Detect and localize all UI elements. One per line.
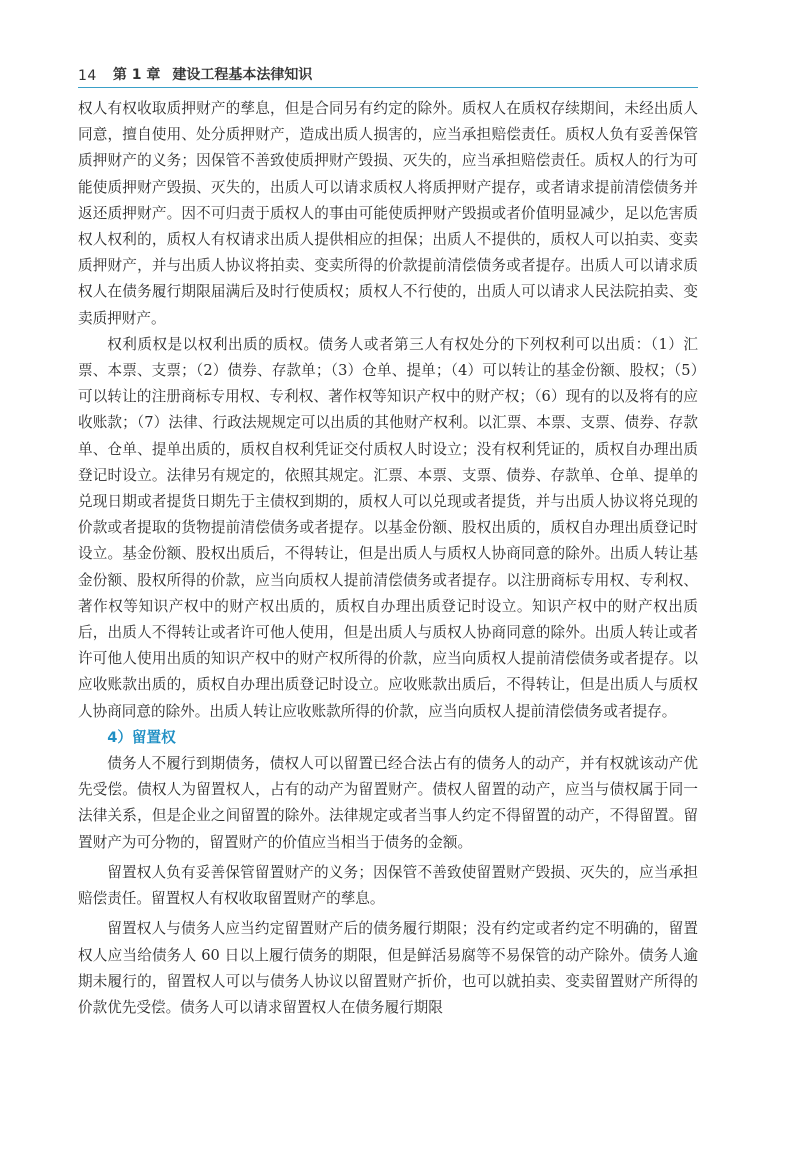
- body-text: [78, 96, 698, 1021]
- paragraph-lien-custody: 留置权人负有妥善保管留置财产的义务；因保管不善致使留置财产毁损、灭失的，应当承担赔偿责任。留置权人有权收取留置财产的孳息。: [78, 863, 698, 908]
- paragraph-lien-definition: 债务人不履行到期债务，债权人可以留置已经合法占有的债务人的动产，并有权就该动产优先受偿。债权人为留置权人，占有的动产为留置财产。债权人留置的动产，应当与债权属于同一法律关系，但是企业之间留置的除外。法律规定或者当事人约定不得留置的动产，不得留置。留置财产为可分物的，留置财产的价值应当相当于债务的金额。: [78, 755, 698, 851]
- section-heading-lien: 4）留置权: [107, 728, 176, 746]
- chapter-title: 建设工程基本法律知识: [172, 67, 313, 83]
- chapter-label: 第 1 章: [112, 67, 161, 83]
- running-header: [78, 62, 698, 84]
- page-number: 14: [78, 68, 97, 84]
- paragraph-lien-period: 留置权人与债务人应当约定留置财产后的债务履行期限；没有约定或者约定不明确的，留置权人应当给债务人 60 日以上履行债务的期限，但是鲜活易腐等不易保管的动产除外。债务人逾期未履行的，留置权人可以与债务人协议以留置财产折价，也可以就拍卖、变卖留置财产所得的价款优先受偿。债务人可以请求留置权人在债务履行期限: [78, 920, 698, 1016]
- header-rule: [78, 87, 698, 88]
- paragraph-rights-pledge: 权利质权是以权利出质的质权。债务人或者第三人有权处分的下列权利可以出质：（1）汇票、本票、支票；（2）债券、存款单；（3）仓单、提单；（4）可以转让的基金份额、股权；（5）可以转让的注册商标专用权、专利权、著作权等知识产权中的财产权；（6）现有的以及将有的应收账款；（7）法律、行政法规规定可以出质的其他财产权利。以汇票、本票、支票、债券、存款单、仓单、提单出质的，质权自权利凭证交付质权人时设立；没有权利凭证的，质权自办理出质登记时设立。法律另有规定的，依照其规定。汇票、本票、支票、债券、存款单、仓单、提单的兑现日期或者提货日期先于主债权到期的，质权人可以兑现或者提货，并与出质人协议将兑现的价款或者提取的货物提前清偿债务或者提存。以基金份额、股权出质的，质权自办理出质登记时设立。基金份额、股权出质后，不得转让，但是出质人与质权人协商同意的除外。出质人转让基金份额、股权所得的价款，应当向质权人提前清偿债务或者提存。以注册商标专用权、专利权、著作权等知识产权中的财产权出质的，质权自办理出质登记时设立。知识产权中的财产权出质后，出质人不得转让或者许可他人使用，但是出质人与质权人协商同意的除外。出质人转让或者许可他人使用出质的知识产权中的财产权所得的价款，应当向质权人提前清偿债务或者提存。以应收账款出质的，质权自办理出质登记时设立。应收账款出质后，不得转让，但是出质人与质权人协商同意的除外。出质人转让应收账款所得的价款，应当向质权人提前清偿债务或者提存。: [78, 335, 698, 720]
- paragraph-continued: 权人有权收取质押财产的孳息，但是合同另有约定的除外。质权人在质权存续期间，未经出质人同意，擅自使用、处分质押财产，造成出质人损害的，应当承担赔偿责任。质权人负有妥善保管质押财产的义务；因保管不善致使质押财产毁损、灭失的，应当承担赔偿责任。质权人的行为可能使质押财产毁损、灭失的，出质人可以请求质权人将质押财产提存，或者请求提前清偿债务并返还质押财产。因不可归责于质权人的事由可能使质押财产毁损或者价值明显减少，足以危害质权人权利的，质权人有权请求出质人提供相应的担保；出质人不提供的，质权人可以拍卖、变卖质押财产，并与出质人协议将拍卖、变卖所得的价款提前清偿债务或者提存。出质人可以请求质权人在债务履行期限届满后及时行使质权；质权人不行使的，出质人可以请求人民法院拍卖、变卖质押财产。: [78, 100, 698, 327]
